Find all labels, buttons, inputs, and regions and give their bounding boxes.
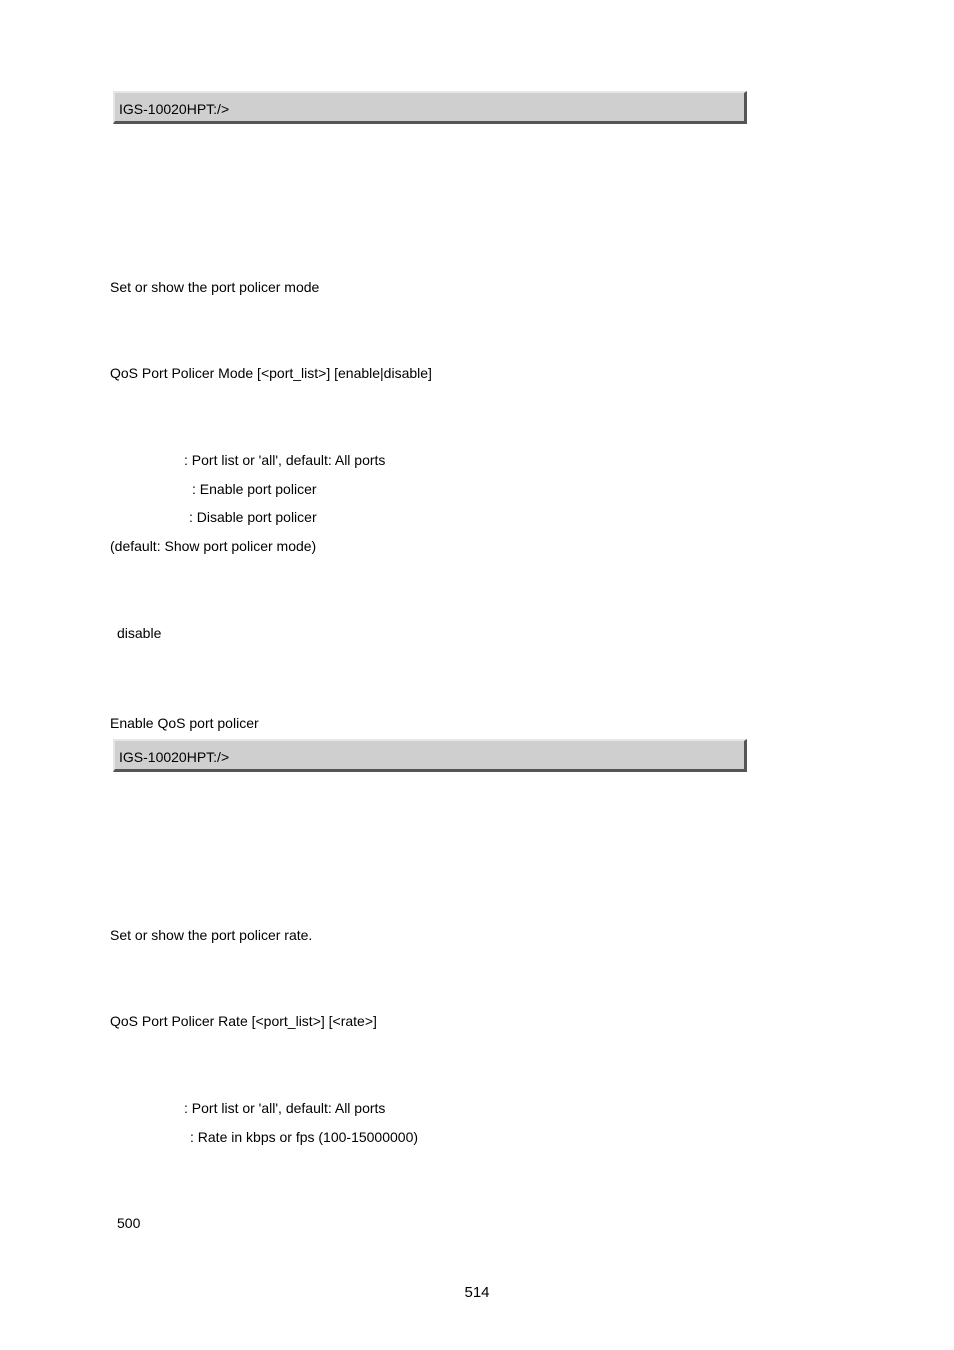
command-prompt-box xyxy=(113,91,747,124)
example-command-box xyxy=(113,739,747,772)
page-number: 514 xyxy=(464,1284,490,1301)
mode-param-port-list: : Port list or 'all', default: All ports xyxy=(184,452,386,468)
mode-param-enable: : Enable port policer xyxy=(192,481,317,497)
rate-syntax: QoS Port Policer Rate [<port_list>] [<rate>] xyxy=(110,1013,377,1029)
mode-example-text: Enable QoS port policer xyxy=(110,715,259,731)
rate-description: Set or show the port policer rate. xyxy=(110,927,313,943)
mode-description: Set or show the port policer mode xyxy=(110,279,320,295)
command-prompt: IGS-10020HPT:/> xyxy=(119,101,230,117)
rate-param-rate: : Rate in kbps or fps (100-15000000) xyxy=(190,1129,419,1145)
mode-syntax: QoS Port Policer Mode [<port_list>] [enable|disable] xyxy=(110,365,432,381)
rate-default-value: 500 xyxy=(117,1215,141,1231)
example-command-prompt: IGS-10020HPT:/> xyxy=(119,749,230,765)
mode-default-value: disable xyxy=(117,625,162,641)
mode-param-disable: : Disable port policer xyxy=(189,509,317,525)
rate-param-port-list: : Port list or 'all', default: All ports xyxy=(184,1100,386,1116)
mode-param-default-note: (default: Show port policer mode) xyxy=(110,538,317,554)
